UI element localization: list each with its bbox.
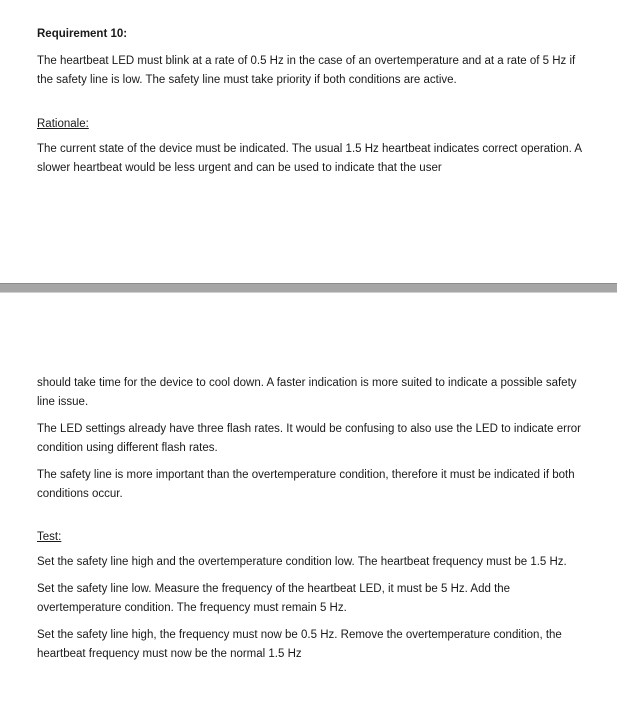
rationale-paragraph-2: The LED settings already have three flash rates. It would be confusing to also use the LED to indicate error condition using different flash rates.	[37, 423, 581, 454]
rationale-label: Rationale:	[37, 118, 89, 130]
rationale-text-part2: should take time for the device to cool down. A faster indication is more suited to indicate a possible safety line issue.	[37, 377, 577, 408]
page-bottom-content	[37, 374, 585, 672]
test-label: Test:	[37, 531, 62, 543]
rationale-paragraph-3: The safety line is more important than the overtemperature condition, therefore it must be indicated if both conditions occur.	[37, 469, 575, 500]
test-step-3: Set the safety line high, the frequency must now be 0.5 Hz. Remove the overtemperature condition, the heartbeat frequency must now be the normal 1.5 Hz	[37, 629, 562, 660]
page-break-divider	[0, 283, 617, 293]
rationale-text-part1: The current state of the device must be indicated. The usual 1.5 Hz heartbeat indicates correct operation. A slower heartbeat would be less urgent and can be used to indicate that the user	[37, 143, 582, 174]
page-top-content	[37, 25, 585, 186]
test-step-2: Set the safety line low. Measure the frequency of the heartbeat LED, it must be 5 Hz. Add the overtemperature condition. The frequency must remain 5 Hz.	[37, 583, 511, 614]
requirement-title: Requirement 10:	[37, 28, 128, 40]
document-page-bottom	[0, 293, 617, 714]
requirement-text: The heartbeat LED must blink at a rate of 0.5 Hz in the case of an overtemperature and at a rate of 5 Hz if the safety line is low. The safety line must take priority if both conditions are active.	[37, 55, 576, 86]
document-page-top	[0, 0, 617, 283]
test-step-1: Set the safety line high and the overtemperature condition low. The heartbeat frequency must be 1.5 Hz.	[37, 556, 567, 568]
